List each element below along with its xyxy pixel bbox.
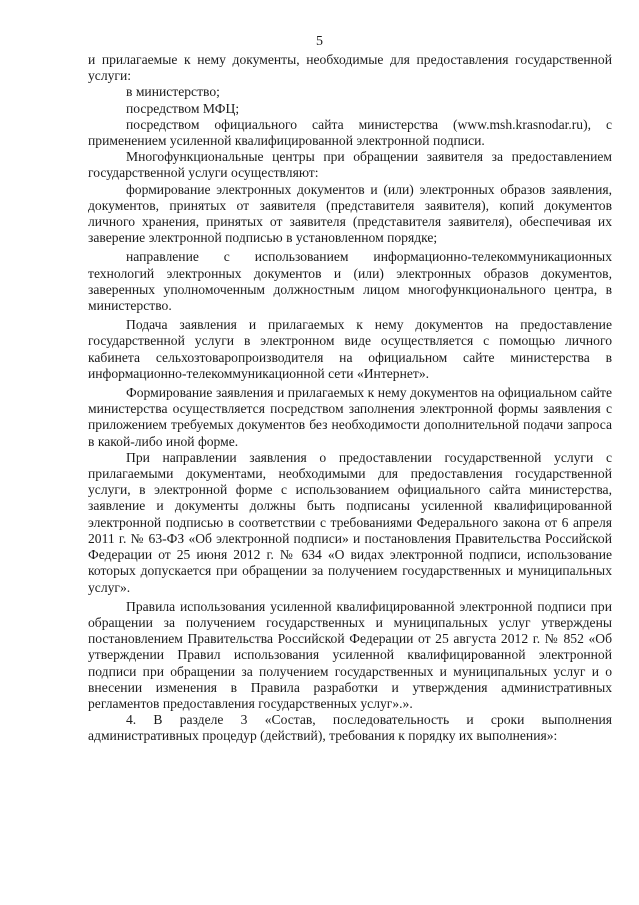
paragraph-intro-continuation: и прилагаемые к нему документы, необходимые для предоставления государственной услуги: <box>88 52 612 84</box>
paragraph-section-3: 4. В разделе 3 «Состав, последовательность и сроки выполнения административных процедур (действий), требования к порядку их выполнения»: <box>88 712 612 744</box>
paragraph-signature-requirements: При направлении заявления о предоставлении государственной услуги с прилагаемыми документами, необходимыми для предоставления государственной услуги, в электронной форме с использованием официального сайта министерства, заявление и документы должны быть подписаны усиленной квалифицированной электронной подписью в соответствии с требованиями Федерального закона от 6 апреля 2011 г. № 63-ФЗ «Об электронной подписи» и постановления Правительства Российской Федерации от 25 июня 2012 г. № 634 «О видах электронной подписи, использование которых допускается при обращении за получением государственных и муниципальных услуг». <box>88 449 612 595</box>
paragraph-signature-rules: Правила использования усиленной квалифицированной электронной подписи при обращении за получением государственных и муниципальных услуг утверждены постановлением Правительства Российской Федерации от 25 августа 2012 г. № 852 «Об утверждении Правил использования усиленной квалифицированной электронной подписи при обращении за получением государственных и муниципальных услуг и о внесении изменения в Правила разработки и утверждения административных регламентов предоставления государственных услуг».». <box>88 598 612 711</box>
list-item-forming-documents: формирование электронных документов и (или) электронных образов заявления, документов, принятых от заявителя (представителя заявителя), копий документов личного хранения, принятых от заявителя (представителя заявителя), обеспечивая их заверение электронной подписью в установленном порядке; <box>88 181 612 246</box>
list-item-sending-documents: направление с использованием информационно-телекоммуникационных технологий электронных документов и (или) электронных образов документов, заверенных уполномоченным должностным лицом многофункционального центра, в министерство. <box>88 249 612 314</box>
paragraph-electronic-submission: Подача заявления и прилагаемых к нему документов на предоставление государственной услуги в электронном виде осуществляется с помощью личного кабинета сельхозтоваропроизводителя на официальном сайте министерства в информационно-телекоммуникационной сети «Интернет». <box>88 317 612 381</box>
paragraph-form-filling: Формирование заявления и прилагаемых к нему документов на официальном сайте министерства осуществляется посредством заполнения электронной формы заявления с приложением требуемых документов без необходимости дополнительной подачи запроса в какой-либо иной форме. <box>88 385 612 449</box>
paragraph-mfc-duties: Многофункциональные центры при обращении заявителя за предоставлением государственной услуги осуществляют: <box>88 149 612 181</box>
list-item-mfc: посредством МФЦ; <box>126 100 240 116</box>
page-number: 5 <box>316 34 323 49</box>
list-item-ministry: в министерство; <box>126 84 220 100</box>
document-body <box>88 52 612 745</box>
list-item-website: посредством официального сайта министерства (www.msh.krasnodar.ru), с применением усиленной квалифицированной электронной подписи. <box>88 116 612 149</box>
